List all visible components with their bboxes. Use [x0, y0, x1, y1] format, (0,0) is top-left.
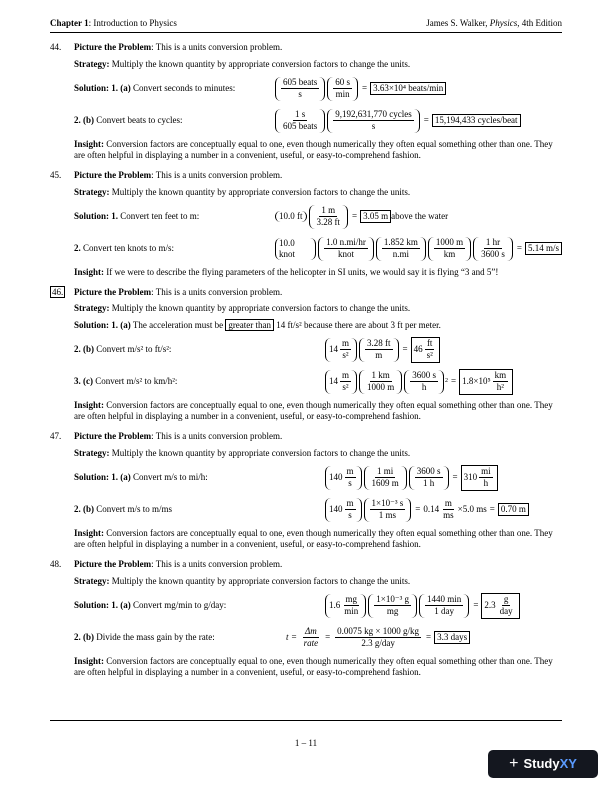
step-text: The acceleration must be: [130, 319, 226, 330]
boxed-answer: 0.70 m: [498, 503, 529, 516]
quantity: 140: [329, 472, 343, 483]
denominator: 1000 m: [367, 382, 395, 393]
solution-step: [50, 465, 562, 491]
step-text: Convert m/s to mi/h:: [130, 472, 208, 483]
boxed-answer: 15,194,433 cycles/beat: [432, 114, 521, 127]
equation: $\frac{\text{605 beats}}{s}$ $\frac{60 s}{\min}$ = 3.63×10⁴ beats/min: [274, 77, 446, 101]
numerator: 1 m: [319, 205, 337, 217]
solution-step: [50, 369, 562, 395]
boxed-answer: 3.63×10⁴ beats/min: [370, 82, 446, 95]
denominator: s: [348, 510, 352, 521]
equation: 1.6 $\frac{mg}{\min}$ $\frac{\text{1×10⁻³ g}}{mg}$ $\frac{1440 \min}{\text{1 day}}$ = 2.3 $\frac{g}{\text{day}}$: [324, 593, 520, 619]
boxed-answer: [459, 369, 513, 395]
studyxy-logo[interactable]: [488, 750, 598, 778]
picture-text: : This is a units conversion problem.: [151, 559, 283, 570]
denominator: 1 h: [423, 478, 435, 489]
step-label: Solution: 1. (a): [74, 319, 131, 330]
boxed-answer: [481, 593, 519, 619]
equation: t = $\frac{\Delta m}{\text{rate}}$ = $\frac{0.0075 kg \times 1000 g/kg}{\text{2.3 g/day}}$ = 3.3 days: [286, 626, 470, 650]
step-text: Convert beats to cycles:: [94, 115, 183, 126]
quantity: 140: [329, 504, 343, 515]
problem-number: 48.: [50, 559, 62, 570]
step-text: Convert m/s² to ft/s²:: [94, 344, 172, 355]
answer-value: 310: [463, 472, 478, 483]
equation: 10.0 ft $\frac{1 m}{3.28 ft}$ = 3.05 m above the water: [274, 205, 448, 229]
problem-number: 44.: [50, 42, 62, 53]
insight-label: Insight:: [74, 655, 105, 666]
header-edition: , 4th Edition: [517, 18, 562, 28]
picture-label: Picture the Problem: [74, 559, 152, 570]
numerator: 3600 s: [415, 466, 443, 478]
quantity: 14: [329, 376, 338, 387]
numerator: 1 hr: [484, 237, 502, 249]
solution-step: [50, 625, 562, 651]
denominator: s: [348, 478, 352, 489]
denominator: rate: [303, 638, 319, 649]
numerator: mg: [344, 594, 360, 606]
denominator: s²: [342, 350, 349, 361]
denominator: 3600 s: [481, 249, 505, 260]
header-book: Physics: [489, 18, 518, 28]
numerator: Δm: [303, 626, 319, 638]
denominator: 1 ms: [378, 510, 397, 521]
solution-step: [50, 497, 562, 523]
step-label: 2. (b): [74, 504, 94, 515]
insight-label: Insight:: [74, 138, 105, 149]
numerator: 1 mi: [375, 466, 395, 478]
numerator: 1 km: [370, 370, 392, 382]
step-label: 2.: [74, 243, 81, 254]
strategy-label: Strategy:: [74, 186, 110, 197]
exponent: 2: [445, 378, 449, 384]
step-text: 14 ft/s² because there are about 3 ft per meter.: [274, 319, 441, 330]
header-left: [50, 18, 177, 29]
problem-44: [50, 42, 562, 161]
strategy-text: Multiply the known quantity by appropriate conversion factors to change the units.: [109, 58, 411, 69]
boxed-answer: [461, 465, 498, 491]
numerator: m: [443, 498, 454, 510]
denominator: s: [371, 121, 376, 132]
intermediate-value: 0.14: [423, 504, 440, 515]
strategy-text: Multiply the known quantity by appropriate conversion factors to change the units.: [109, 303, 411, 314]
strategy-label: Strategy:: [74, 575, 110, 586]
step-label: 3. (c): [74, 376, 93, 387]
boxed-answer: 3.3 days: [434, 631, 470, 644]
problem-number: 45.: [50, 170, 62, 181]
problem-number-text: 46.: [52, 287, 64, 297]
denominator: min: [344, 606, 359, 617]
boxed-answer: 5.14 m/s: [525, 242, 562, 255]
header-chapter-title: : Introduction to Physics: [88, 18, 177, 28]
boxed-answer: 3.05 m: [360, 210, 391, 223]
numerator: km: [493, 370, 509, 382]
denominator: 605 beats: [283, 121, 318, 132]
insight-label: Insight:: [74, 399, 105, 410]
picture-text: : This is a units conversion problem.: [151, 287, 283, 297]
denominator: 3.28 ft: [316, 217, 340, 228]
insight-label: Insight:: [74, 266, 105, 277]
numerator: 605 beats: [281, 77, 319, 89]
numerator: 1×10⁻³ s: [370, 498, 406, 510]
equation: $\frac{1 s}{\text{605 beats}}$ $\frac{\text{9,192,631,770 cycles}}{s}$ = 15,194,433 cycles/beat: [274, 109, 521, 133]
numerator: 1.852 km: [382, 237, 420, 249]
step-label: 2. (b): [74, 344, 94, 355]
step-label: 2. (b): [74, 632, 94, 643]
numerator: mi: [479, 466, 493, 478]
denominator: 2.3 g/day: [361, 638, 395, 649]
numerator: 1×10⁻³ g: [374, 594, 411, 606]
equation: 10.0 knot $\frac{1.0 n.mi/hr}{\text{knot}}$ $\frac{1.852 km}{n.mi}$ $\frac{1000 m}{km}$ $\frac{1 hr}{3600 s}$ = 5.14 m/s: [274, 237, 562, 261]
header-right: [426, 18, 562, 29]
insight-label: Insight:: [74, 527, 105, 538]
equation: 140 $\frac{m}{s}$ $\frac{1 mi}{1609 m}$ $\frac{3600 s}{1 h}$ = 310 $\frac{mi}{h}$: [324, 465, 498, 491]
numerator: m: [340, 370, 351, 382]
answer-value: 46: [413, 344, 423, 355]
variable: t: [286, 632, 289, 643]
answer-value: 1.8×10⁵: [462, 376, 491, 387]
equation: 14 $\frac{m}{\text{s²}}$ $\frac{1 km}{1000 m}$ $\frac{3600 s}{h}$ 2 = 1.8×10⁵ $\frac{km}{\text{h²}}$: [324, 369, 513, 395]
solution-step: [50, 236, 562, 262]
insight-text: Conversion factors are conceptually equal to one, even though numerically they often equal something other than one. They are often helpful in displaying a number in a convenient, useful, or easy-to-comprehend fashion.: [74, 138, 553, 160]
boxed-answer: [411, 337, 440, 363]
step-text: Convert mg/min to g/day:: [130, 600, 227, 611]
answer-suffix: above the water: [391, 211, 449, 222]
step-text: Divide the mass gain by the rate:: [94, 632, 215, 643]
step-text: Convert seconds to minutes:: [130, 83, 236, 94]
numerator: m: [345, 466, 356, 478]
picture-label: Picture the Problem: [74, 42, 152, 53]
header-author: James S. Walker,: [426, 18, 490, 28]
step-label: Solution: 1. (a): [74, 83, 131, 94]
strategy-label: Strategy:: [74, 447, 110, 458]
quantity: 10.0 knot: [275, 238, 316, 261]
page: [50, 18, 562, 678]
plus-icon: +: [509, 755, 519, 772]
step-text: Convert ten feet to m:: [118, 211, 200, 222]
insight-text: Conversion factors are conceptually equal to one, even though numerically they often equal something other than one. They are often helpful in displaying a number in a convenient, useful, or easy-to-comprehend fashion.: [74, 527, 553, 549]
answer-value: 2.3: [484, 600, 496, 611]
numerator: 3.28 ft: [365, 338, 393, 350]
numerator: 9,192,631,770 cycles: [333, 109, 414, 121]
step-text: Convert ten knots to m/s:: [80, 243, 174, 254]
denominator: 1609 m: [371, 478, 399, 489]
logo-text: Study: [523, 755, 560, 771]
solution-step: [50, 108, 562, 134]
picture-label: Picture the Problem: [74, 287, 152, 297]
numerator: 60 s: [333, 77, 352, 89]
step-text: Convert m/s to m/ms: [94, 504, 173, 515]
strategy-text: Multiply the known quantity by appropriate conversion factors to change the units.: [109, 447, 411, 458]
step-label: Solution: 1.: [74, 211, 119, 222]
problem-47: [50, 431, 562, 550]
step-label: Solution: 1. (a): [74, 600, 131, 611]
header-chapter: Chapter 1: [50, 18, 89, 28]
denominator: 1 day: [434, 606, 455, 617]
picture-label: Picture the Problem: [74, 170, 152, 181]
denominator: knot: [337, 249, 354, 260]
numerator: 1440 min: [425, 594, 463, 606]
quantity: 14: [329, 344, 338, 355]
numerator: g: [502, 594, 511, 606]
multiplier: ×5.0 ms: [457, 504, 487, 515]
denominator: s²: [426, 350, 433, 361]
step-text: Convert m/s² to km/h²:: [93, 376, 178, 387]
solution-step: [50, 337, 562, 363]
strategy-text: Multiply the known quantity by appropriate conversion factors to change the units.: [109, 186, 411, 197]
quantity: 1.6: [329, 600, 341, 611]
numerator: 0.0075 kg × 1000 g/kg: [335, 626, 421, 638]
numerator: m: [340, 338, 351, 350]
denominator: h: [421, 382, 427, 393]
denominator: m: [375, 350, 383, 361]
numerator: 3600 s: [410, 370, 438, 382]
picture-text: : This is a units conversion problem.: [151, 42, 283, 53]
problem-48: [50, 559, 562, 678]
numerator: m: [345, 498, 356, 510]
denominator: mg: [386, 606, 399, 617]
logo-text-accent: XY: [559, 755, 577, 771]
denominator: ms: [443, 510, 454, 521]
solution-step: [50, 204, 562, 230]
numerator: ft: [425, 338, 435, 350]
numerator: 1000 m: [434, 237, 465, 249]
problem-45: [50, 170, 562, 278]
equation: 14 $\frac{m}{\text{s²}}$ $\frac{3.28 ft}{m}$ = 46 $\frac{ft}{\text{s²}}$: [324, 337, 440, 363]
insight-text: If we were to describe the flying parameters of the helicopter in SI units, we would say it is flying “3 and 5”!: [104, 266, 499, 277]
insight-text: Conversion factors are conceptually equal to one, even though numerically they often equal something other than one. They are often helpful in displaying a number in a convenient, useful, or easy-to-comprehend fashion.: [74, 399, 553, 421]
numerator: 1 s: [293, 109, 307, 121]
strategy-label: Strategy:: [74, 58, 110, 69]
page-number: 1 – 11: [294, 738, 318, 748]
step-label: Solution: 1. (a): [74, 472, 131, 483]
step-label: 2. (b): [74, 115, 94, 126]
denominator: s²: [342, 382, 349, 393]
denominator: s: [298, 89, 302, 100]
problem-number: 47.: [50, 431, 62, 442]
solution-step: [50, 593, 562, 619]
denominator: day: [499, 606, 513, 617]
insight-text: Conversion factors are conceptually equal to one, even though numerically they often equal something other than one. They are often helpful in displaying a number in a convenient, useful, or easy-to-comprehend fashion.: [74, 655, 553, 677]
quantity: 10.0 ft: [275, 211, 307, 222]
picture-text: : This is a units conversion problem.: [151, 431, 283, 442]
denominator: h²: [496, 382, 504, 393]
denominator: h: [483, 478, 489, 489]
problem-46: [50, 287, 562, 422]
boxed-answer: greater than: [225, 319, 274, 331]
equation: 140 $\frac{m}{s}$ $\frac{\text{1×10⁻³ s}}{1 ms}$ = 0.14 $\frac{m}{ms}$ ×5.0 ms = 0.70 m: [324, 498, 529, 522]
problem-number: [50, 287, 74, 298]
denominator: n.mi: [392, 249, 409, 260]
denominator: min: [335, 89, 350, 100]
numerator: 1.0 n.mi/hr: [324, 237, 368, 249]
strategy-text: Multiply the known quantity by appropriate conversion factors to change the units.: [109, 575, 411, 586]
running-header: [50, 18, 562, 33]
denominator: km: [443, 249, 456, 260]
picture-text: : This is a units conversion problem.: [151, 170, 283, 181]
footer-rule: [50, 720, 562, 721]
picture-label: Picture the Problem: [74, 431, 152, 442]
solution-step: [50, 76, 562, 102]
strategy-label: Strategy:: [74, 303, 110, 314]
